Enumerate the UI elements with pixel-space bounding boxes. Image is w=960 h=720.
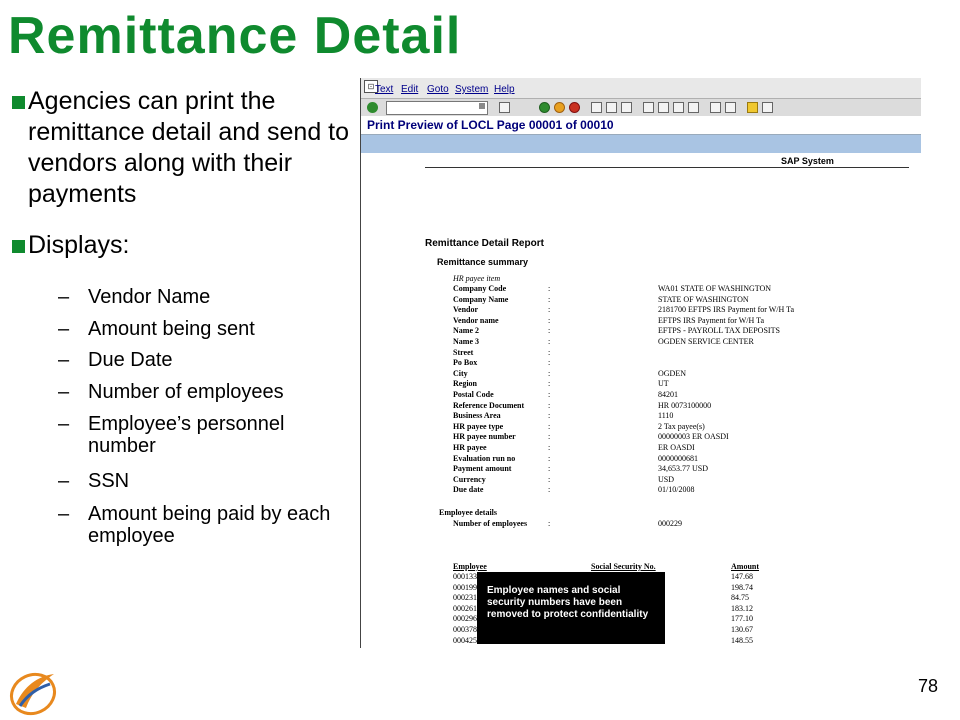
field-colon: : bbox=[548, 315, 551, 325]
report-field-row bbox=[453, 454, 913, 464]
sub-item-text: Amount being sent bbox=[88, 318, 255, 340]
employee-details-heading: Employee details bbox=[439, 508, 497, 517]
field-colon: : bbox=[548, 294, 551, 304]
employee-id: 000133 bbox=[453, 572, 477, 581]
bullet-square-icon bbox=[12, 240, 25, 253]
dash-marker: – bbox=[58, 503, 70, 525]
header-divider bbox=[425, 167, 909, 168]
report-field-row bbox=[453, 390, 913, 400]
employee-id: 000261 bbox=[453, 603, 477, 613]
field-colon: : bbox=[548, 421, 551, 431]
sub-item bbox=[58, 503, 348, 547]
field-label: Vendor name bbox=[453, 315, 499, 325]
window-title-bar bbox=[361, 116, 921, 135]
field-value: OGDEN SERVICE CENTER bbox=[658, 337, 754, 346]
field-label: Reference Document bbox=[453, 400, 525, 410]
field-colon: : bbox=[548, 411, 551, 421]
dash-marker: – bbox=[58, 349, 70, 371]
help-icon[interactable] bbox=[747, 102, 758, 113]
field-value: 1110 bbox=[658, 411, 674, 421]
sub-item-text: Amount being paid by each employee bbox=[88, 503, 331, 547]
report-field-row bbox=[453, 432, 913, 442]
field-label: Name 2 bbox=[453, 326, 479, 336]
report-field-row bbox=[453, 305, 913, 315]
field-value: UT bbox=[658, 379, 669, 389]
dash-marker: – bbox=[58, 318, 70, 340]
find-next-icon[interactable] bbox=[621, 102, 632, 113]
window-title: Print Preview of LOCL Page 00001 of 00010 bbox=[367, 118, 614, 132]
report-field-row bbox=[453, 422, 913, 432]
employee-count-label: Number of employees bbox=[453, 519, 528, 528]
employee-amount: 147.68 bbox=[731, 572, 753, 581]
report-field-row bbox=[453, 369, 913, 379]
bullet-list bbox=[10, 86, 355, 281]
field-label: Payment amount bbox=[453, 464, 512, 474]
sub-item-text: SSN bbox=[88, 470, 130, 492]
field-colon: : bbox=[548, 464, 551, 474]
field-value: WA01 STATE OF WASHINGTON bbox=[658, 284, 772, 293]
sub-item-text: Employee’s personnel number bbox=[88, 413, 285, 457]
field-value: USD bbox=[658, 474, 675, 484]
report-field-row bbox=[453, 316, 913, 326]
field-label: Postal Code bbox=[453, 390, 494, 399]
field-colon: : bbox=[548, 474, 551, 484]
report-title: Remittance Detail Report bbox=[425, 238, 544, 249]
layout-icon[interactable] bbox=[762, 102, 773, 113]
sub-item bbox=[58, 381, 348, 403]
sub-item bbox=[58, 413, 348, 457]
employee-id: 000199 bbox=[453, 582, 477, 592]
field-colon: : bbox=[548, 326, 551, 336]
report-subtitle: Remittance summary bbox=[437, 257, 529, 267]
report-field-row bbox=[453, 464, 913, 474]
redaction-notice-text: Employee names and social security numbers have been removed to protect confidentiality bbox=[487, 585, 649, 620]
field-value: 2 Tax payee(s) bbox=[658, 421, 705, 431]
employee-id: 000231 bbox=[453, 593, 477, 603]
field-label: Due date bbox=[453, 485, 484, 495]
menu-item-text[interactable]: Text bbox=[375, 84, 394, 95]
field-colon: : bbox=[548, 432, 551, 442]
menu-item-goto[interactable]: Goto bbox=[427, 84, 449, 95]
field-value: 2181700 EFTPS IRS Payment for W/H Ta bbox=[658, 305, 795, 315]
redaction-notice bbox=[477, 572, 665, 644]
field-label: Po Box bbox=[453, 358, 478, 368]
column-header-amount: Amount bbox=[731, 562, 760, 571]
field-value: ER OASDI bbox=[658, 443, 695, 452]
first-page-icon[interactable] bbox=[643, 102, 654, 113]
slide-title: Remittance Detail bbox=[8, 7, 462, 65]
employee-amount: 198.74 bbox=[731, 582, 753, 592]
sap-window bbox=[360, 78, 921, 648]
field-value: EFTPS IRS Payment for W/H Ta bbox=[658, 315, 765, 325]
bullet-text: Agencies can print the remittance detail and send to vendors along with their payments bbox=[28, 87, 350, 208]
report-field-row bbox=[453, 401, 913, 411]
report-field-row bbox=[453, 379, 913, 389]
field-label: Business Area bbox=[453, 411, 501, 421]
menu-item-edit[interactable]: Edit bbox=[401, 84, 419, 95]
application-toolbar bbox=[361, 135, 921, 153]
field-label: Street bbox=[453, 347, 474, 357]
enter-icon[interactable] bbox=[367, 102, 378, 113]
shortcut-icon[interactable] bbox=[725, 102, 736, 113]
back-icon[interactable] bbox=[539, 102, 550, 113]
exit-icon[interactable] bbox=[554, 102, 565, 113]
sub-item bbox=[58, 318, 348, 340]
command-field[interactable] bbox=[386, 101, 488, 115]
report-field-row bbox=[453, 358, 913, 368]
field-colon: : bbox=[548, 347, 551, 357]
print-icon[interactable] bbox=[591, 102, 602, 113]
field-label: Evaluation run no bbox=[453, 453, 516, 463]
cancel-icon[interactable] bbox=[569, 102, 580, 113]
employee-id: 000378 bbox=[453, 625, 477, 634]
field-label: Vendor bbox=[453, 305, 479, 315]
bullet-square-icon bbox=[12, 96, 25, 109]
field-label: Company Code bbox=[453, 284, 507, 293]
report-field-row bbox=[453, 411, 913, 421]
field-value: 84201 bbox=[658, 390, 678, 399]
field-colon: : bbox=[548, 368, 551, 378]
column-header-employee: Employee bbox=[453, 562, 487, 571]
dash-marker: – bbox=[58, 286, 70, 308]
field-colon: : bbox=[548, 337, 551, 346]
report-field-row bbox=[453, 337, 913, 347]
field-label: Currency bbox=[453, 474, 486, 484]
field-colon: : bbox=[548, 443, 551, 452]
field-label: HR payee bbox=[453, 443, 487, 452]
field-colon: : bbox=[548, 453, 551, 463]
report-field-row bbox=[453, 485, 913, 495]
command-history-icon[interactable] bbox=[479, 103, 485, 109]
field-value: EFTPS - PAYROLL TAX DEPOSITS bbox=[658, 326, 780, 336]
field-value: 0000000681 bbox=[658, 453, 698, 463]
report-field-row bbox=[453, 326, 913, 336]
column-header-ssn: Social Security No. bbox=[591, 562, 656, 571]
field-label: Name 3 bbox=[453, 337, 479, 346]
employee-id: 000296 bbox=[453, 614, 477, 624]
field-value: 34,653.77 USD bbox=[658, 464, 709, 474]
field-value: HR 0073100000 bbox=[658, 400, 712, 410]
field-colon: : bbox=[548, 284, 551, 293]
field-value: OGDEN bbox=[658, 368, 686, 378]
field-colon: : bbox=[548, 400, 551, 410]
dash-marker: – bbox=[58, 381, 70, 403]
sub-item-text: Number of employees bbox=[88, 381, 284, 403]
system-label: SAP System bbox=[781, 156, 834, 166]
employee-count-value: 000229 bbox=[658, 519, 682, 528]
employee-amount: 84.75 bbox=[731, 593, 749, 603]
next-page-icon[interactable] bbox=[673, 102, 684, 113]
field-colon: : bbox=[548, 358, 551, 368]
field-label: HR payee number bbox=[453, 432, 516, 442]
find-icon[interactable] bbox=[606, 102, 617, 113]
employee-id: 000425 bbox=[453, 635, 477, 645]
previous-page-icon[interactable] bbox=[658, 102, 669, 113]
report-field-row bbox=[453, 348, 913, 358]
employee-amount: 177.10 bbox=[731, 614, 753, 624]
report-field-row bbox=[453, 443, 913, 453]
toolbar bbox=[361, 98, 921, 118]
sub-item bbox=[58, 470, 348, 492]
field-label: City bbox=[453, 368, 468, 378]
bullet-item bbox=[10, 86, 355, 210]
field-colon: : bbox=[548, 305, 551, 315]
report-item-label: HR payee item bbox=[453, 274, 501, 283]
report-field-row bbox=[453, 475, 913, 485]
field-value: STATE OF WASHINGTON bbox=[658, 294, 749, 304]
sub-item bbox=[58, 349, 348, 371]
menu-item-help[interactable]: Help bbox=[494, 84, 515, 95]
field-colon: : bbox=[548, 390, 551, 399]
dash-marker: – bbox=[58, 413, 70, 435]
sub-item-text: Due Date bbox=[88, 349, 173, 371]
field-label: Company Name bbox=[453, 294, 509, 304]
employee-amount: 183.12 bbox=[731, 603, 753, 613]
report-field-row bbox=[453, 295, 913, 305]
window-menu-icon[interactable]: ⊡ bbox=[364, 80, 378, 93]
new-session-icon[interactable] bbox=[710, 102, 721, 113]
menu-bar bbox=[361, 78, 921, 98]
save-icon[interactable] bbox=[499, 102, 510, 113]
employee-count-row bbox=[453, 519, 913, 529]
bullet-text: Displays: bbox=[28, 231, 130, 259]
field-colon: : bbox=[548, 379, 551, 389]
field-value: 00000003 ER OASDI bbox=[658, 432, 729, 442]
page-number: 78 bbox=[918, 676, 939, 696]
sub-item-text: Vendor Name bbox=[88, 286, 211, 308]
employee-amount: 148.55 bbox=[731, 635, 753, 645]
field-colon: : bbox=[548, 485, 551, 495]
field-colon: : bbox=[548, 519, 551, 528]
sub-item bbox=[58, 286, 348, 308]
report-field-row bbox=[453, 284, 913, 294]
employee-amount: 130.67 bbox=[731, 625, 753, 634]
bullet-item bbox=[10, 230, 355, 261]
field-label: HR payee type bbox=[453, 421, 504, 431]
last-page-icon[interactable] bbox=[688, 102, 699, 113]
field-value: 01/10/2008 bbox=[658, 485, 695, 495]
menu-item-system[interactable]: System bbox=[455, 84, 489, 95]
dash-marker: – bbox=[58, 470, 70, 492]
field-label: Region bbox=[453, 379, 477, 389]
company-logo-icon bbox=[6, 666, 60, 716]
